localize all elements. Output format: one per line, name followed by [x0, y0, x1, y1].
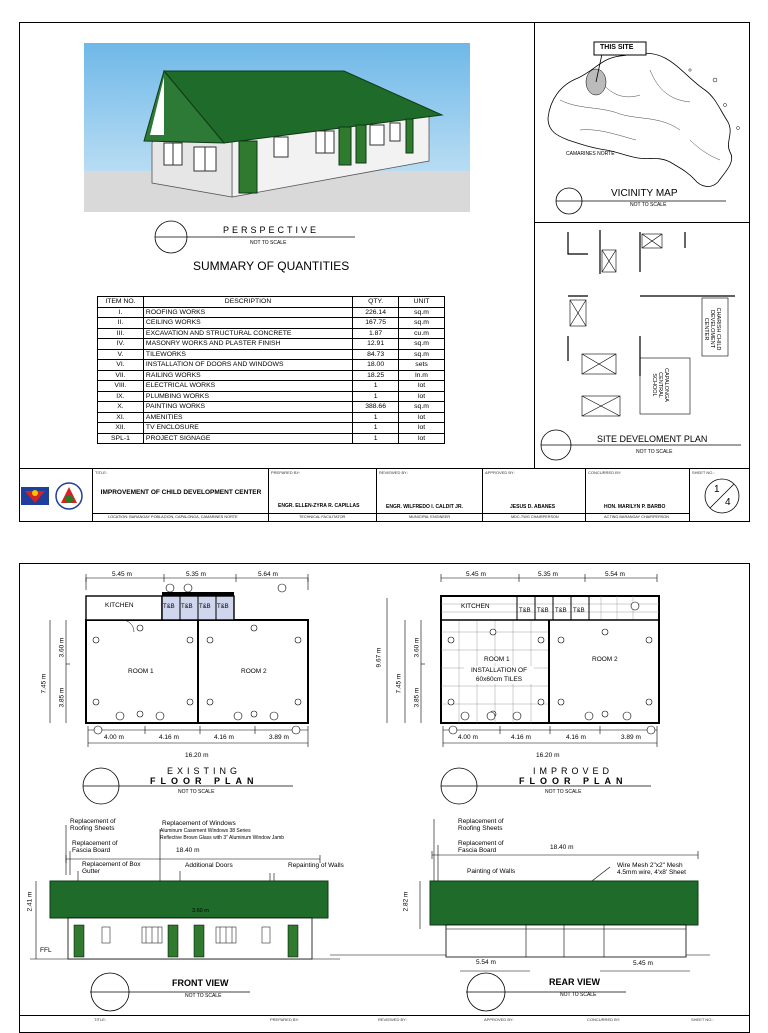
reviewed-name: ENGR. WILFREDO I. CALDIT JR.: [386, 504, 463, 510]
vicinity-title: VICINITY MAP: [611, 188, 678, 199]
description-cell: EXCAVATION AND STRUCTURAL CONCRETE: [143, 328, 352, 339]
dim-label: 4.00 m: [458, 734, 478, 741]
unit-cell: sq.m: [399, 402, 445, 413]
prepared-cell: [268, 469, 376, 522]
qty-cell: 1: [353, 433, 399, 444]
unit-cell: lot: [399, 381, 445, 392]
reviewed-caption: REVIEWED BY:: [379, 470, 408, 475]
front-note-gutter: Replacement of Box Gutter: [82, 861, 141, 875]
front-note-windows: Replacement of Windows: [162, 820, 236, 827]
reviewed-role: MUNICIPAL ENGINEER: [409, 515, 451, 519]
unit-cell: lot: [399, 423, 445, 434]
existing-title-line2: FLOOR PLAN: [150, 776, 259, 786]
item-no-cell: II.: [98, 318, 144, 329]
dim-label: 4.16 m: [566, 734, 586, 741]
rear-note-roofing: Replacement of Roofing Sheets: [458, 818, 504, 832]
unit-cell: sq.m: [399, 318, 445, 329]
table-row: [98, 391, 445, 402]
rear-note-fascia: Replacement of Fascia Board: [458, 840, 504, 854]
table-row: [98, 402, 445, 413]
summary-table: [97, 296, 445, 444]
sheet-caption: SHEET NO.:: [691, 1017, 714, 1022]
item-no-cell: SPL-1: [98, 433, 144, 444]
table-header: QTY.: [353, 297, 399, 308]
table-header: ITEM NO.: [98, 297, 144, 308]
sheet2-titleblock-top: [19, 1015, 750, 1016]
dim-label: 16.20 m: [536, 752, 560, 759]
front-view-scale: NOT TO SCALE: [185, 993, 222, 999]
dim-label: 3.85 m: [413, 687, 421, 708]
front-note-doors: Additional Doors: [185, 862, 233, 869]
rear-note-mesh: 4.5mm wire, 4'x8' Sheet: [617, 869, 686, 876]
unit-cell: lot: [399, 391, 445, 402]
tile-note: INSTALLATION OF 60x60cm TILES: [464, 666, 534, 684]
dim-label: 3.60 m: [58, 637, 66, 658]
vicinity-map: [540, 40, 750, 210]
site-cdc-label: CHARISH CHILD DEVELOMENT CENTER: [703, 307, 721, 351]
dim-label: 16.20 m: [185, 752, 209, 759]
dim-label: 4.16 m: [214, 734, 234, 741]
concurred-role: ACTING BARANGAY CHAIRPERSON: [604, 515, 670, 519]
rear-title-symbol: [466, 972, 626, 1012]
item-no-cell: VIII.: [98, 381, 144, 392]
front-inner-dim: 3.60 m: [192, 908, 209, 914]
this-site-label: THIS SITE: [600, 44, 634, 51]
unit-cell: lot: [399, 412, 445, 423]
dim-label: 3.85 m: [58, 687, 66, 708]
qty-cell: 226.14: [353, 307, 399, 318]
perspective-title: PERSPECTIVE: [223, 225, 320, 235]
description-cell: PROJECT SIGNAGE: [143, 433, 352, 444]
rear-right-dim: 5.45 m: [633, 960, 653, 967]
title-caption: TITLE:: [94, 1017, 107, 1022]
dim-label: 4.00 m: [104, 734, 124, 741]
rear-length-dim: 18.40 m: [550, 844, 574, 851]
improved-scale: NOT TO SCALE: [545, 789, 582, 795]
dim-label: 5.35 m: [538, 571, 558, 578]
qty-cell: 18.25: [353, 370, 399, 381]
approved-caption: APPROVED BY:: [485, 470, 515, 475]
description-cell: PAINTING WORKS: [143, 402, 352, 413]
item-no-cell: VII.: [98, 370, 144, 381]
qty-cell: 167.75: [353, 318, 399, 329]
rear-view-scale: NOT TO SCALE: [560, 992, 597, 998]
site-plan-scale: NOT TO SCALE: [636, 449, 673, 455]
description-cell: INSTALLATION OF DOORS AND WINDOWS: [143, 360, 352, 371]
dim-label: 5.45 m: [112, 571, 132, 578]
sheet-caption: SHEET NO.:: [692, 470, 715, 475]
item-no-cell: XI.: [98, 412, 144, 423]
description-cell: AMENITIES: [143, 412, 352, 423]
perspective-rendering: [84, 43, 470, 212]
kalahi-logo-icon: [53, 481, 87, 511]
description-cell: ROOFING WORKS: [143, 307, 352, 318]
existing-title-line1: EXISTING: [167, 766, 242, 776]
kitchen-label: KITCHEN: [461, 603, 490, 610]
vicinity-scale: NOT TO SCALE: [630, 202, 667, 208]
qty-cell: 1: [353, 412, 399, 423]
unit-cell: ln.m: [399, 370, 445, 381]
site-plan-title: SITE DEVELOMENT PLAN: [597, 434, 708, 444]
qty-cell: 1: [353, 381, 399, 392]
item-no-cell: I.: [98, 307, 144, 318]
tb-label: T&B: [519, 608, 531, 614]
kitchen-label: KITCHEN: [105, 602, 134, 609]
dim-label: 9.67 m: [375, 647, 383, 668]
table-header: UNIT: [399, 297, 445, 308]
unit-cell: lot: [399, 433, 445, 444]
table-row: [98, 328, 445, 339]
tb-label: T&B: [537, 608, 549, 614]
unit-cell: sq.m: [399, 349, 445, 360]
dim-label: 7.45 m: [395, 673, 403, 694]
room2-label: ROOM 2: [592, 656, 618, 663]
unit-cell: sq.m: [399, 339, 445, 350]
rear-note-mesh: Wire Mesh 2"x2" Mesh: [617, 862, 683, 869]
table-row: [98, 360, 445, 371]
item-no-cell: XII.: [98, 423, 144, 434]
perspective-scale: NOT TO SCALE: [250, 240, 287, 246]
dim-label: 7.45 m: [40, 673, 48, 694]
qty-cell: 1: [353, 391, 399, 402]
prepared-name: ENGR. ELLEN-ZYRA R. CAPILLAS: [278, 503, 360, 509]
tb-label: T&B: [217, 604, 229, 610]
improved-floor-plan: [395, 568, 685, 768]
tb-label: T&B: [573, 608, 585, 614]
concurred-cell: [585, 469, 689, 522]
rear-note-walls: Painting of Walls: [467, 868, 516, 875]
room1-label: ROOM 1: [484, 656, 510, 663]
front-note-roofing: Replacement of Roofing Sheets: [70, 818, 116, 832]
table-row: [98, 349, 445, 360]
qty-cell: 18.00: [353, 360, 399, 371]
rear-view-title: REAR VIEW: [549, 977, 601, 987]
sheet1-right-divider: [534, 222, 750, 223]
qty-cell: 12.91: [353, 339, 399, 350]
concurred-name: HON. MARILYN P. BARBO: [604, 504, 666, 510]
description-cell: RAILING WORKS: [143, 370, 352, 381]
concurred-caption: CONCURRED BY:: [587, 1017, 621, 1022]
existing-scale: NOT TO SCALE: [178, 789, 215, 795]
reviewed-caption: REVIEWED BY:: [378, 1017, 407, 1022]
description-cell: MASONRY WORKS AND PLASTER FINISH: [143, 339, 352, 350]
table-header: DESCRIPTION: [143, 297, 352, 308]
dim-label: 4.16 m: [511, 734, 531, 741]
concurred-caption: CONCURRED BY:: [588, 470, 622, 475]
improved-title-line1: IMPROVED: [533, 766, 614, 776]
approved-caption: APPROVED BY:: [484, 1017, 514, 1022]
approved-role: MDC-TWG CHAIRPERSON: [511, 515, 559, 519]
table-row: [98, 381, 445, 392]
summary-table-body: [98, 307, 445, 444]
item-no-cell: X.: [98, 402, 144, 413]
qty-cell: 1: [353, 423, 399, 434]
item-no-cell: III.: [98, 328, 144, 339]
front-view-title: FRONT VIEW: [172, 978, 229, 988]
table-row: [98, 370, 445, 381]
table-row: [98, 339, 445, 350]
front-note-fascia: Replacement of Fascia Board: [72, 840, 118, 854]
ffl-label: FFL: [40, 947, 52, 954]
rear-height-dim: 2.82 m: [402, 891, 410, 912]
sheet-total: 4: [725, 497, 731, 508]
approved-name: JESUS D. ABANES: [510, 504, 556, 510]
sheet1-vertical-divider: [534, 22, 535, 468]
tb-label: T&B: [163, 604, 175, 610]
tb-label: T&B: [555, 608, 567, 614]
front-note-windows-detail: Aluminum Casement Windows 38 Series: [160, 828, 251, 834]
qty-cell: 1.87: [353, 328, 399, 339]
prepared-caption: PREPARED BY:: [270, 1017, 300, 1022]
sheet-no-cell: [689, 469, 750, 522]
table-row: [98, 433, 445, 444]
sheet-number-circle: [704, 478, 740, 514]
prepared-caption: PREPARED BY:: [271, 470, 301, 475]
dim-label: 5.64 m: [258, 571, 278, 578]
dim-label: 4.16 m: [159, 734, 179, 741]
description-cell: ELECTRICAL WORKS: [143, 381, 352, 392]
improved-title-line2: FLOOR PLAN: [519, 776, 628, 786]
front-height-dim: 2.41 m: [26, 891, 34, 912]
table-row: [98, 318, 445, 329]
project-location: LOCATION: BARANGAY POBLACION, CAPALONGA, CAMARINES NORTE: [108, 515, 238, 519]
unit-cell: sets: [399, 360, 445, 371]
tb-label: T&B: [181, 604, 193, 610]
table-row: [98, 307, 445, 318]
dim-label: 5.35 m: [186, 571, 206, 578]
item-no-cell: VI.: [98, 360, 144, 371]
qty-cell: 84.73: [353, 349, 399, 360]
room2-label: ROOM 2: [241, 668, 267, 675]
description-cell: TILEWORKS: [143, 349, 352, 360]
dim-label: 3.60 m: [413, 637, 421, 658]
item-no-cell: IX.: [98, 391, 144, 402]
rear-left-dim: 5.54 m: [476, 959, 496, 966]
rear-view-drawing: [400, 815, 710, 970]
project-title: IMPROVEMENT OF CHILD DEVELOPMENT CENTER: [100, 489, 262, 496]
unit-cell: sq.m: [399, 307, 445, 318]
vicinity-region-label: CAMARINES NORTE: [566, 151, 615, 157]
table-row: [98, 423, 445, 434]
dim-label: 3.89 m: [621, 734, 641, 741]
description-cell: CEILING WORKS: [143, 318, 352, 329]
qty-cell: 388.66: [353, 402, 399, 413]
summary-title: SUMMARY OF QUANTITIES: [193, 259, 350, 273]
front-note-walls: Repainting of Walls: [288, 862, 344, 869]
description-cell: PLUMBING WORKS: [143, 391, 352, 402]
front-note-windows-detail: Reflective Brown Glass with 3" Aluminum Window Jamb: [160, 835, 285, 841]
title-block: [19, 469, 750, 522]
prepared-role: TECHNICAL FACILITATOR: [299, 515, 346, 519]
site-school-label: CAPALONGA CENTRAL SCHOOL: [651, 368, 669, 402]
dim-label: 5.45 m: [466, 571, 486, 578]
item-no-cell: V.: [98, 349, 144, 360]
title-caption: TITLE:: [95, 470, 108, 475]
tb-label: T&B: [199, 604, 211, 610]
sheet-number: 1: [714, 484, 720, 495]
dim-label: 5.54 m: [605, 571, 625, 578]
title-cell: [92, 469, 268, 522]
description-cell: TV ENCLOSURE: [143, 423, 352, 434]
front-length-dim: 18.40 m: [176, 847, 200, 854]
dim-label: 3.89 m: [269, 734, 289, 741]
reviewed-cell: [376, 469, 482, 522]
dswd-logo-icon: [21, 483, 51, 509]
unit-cell: cu.m: [399, 328, 445, 339]
room1-label: ROOM 1: [128, 668, 154, 675]
item-no-cell: IV.: [98, 339, 144, 350]
table-row: [98, 412, 445, 423]
approved-cell: [482, 469, 585, 522]
